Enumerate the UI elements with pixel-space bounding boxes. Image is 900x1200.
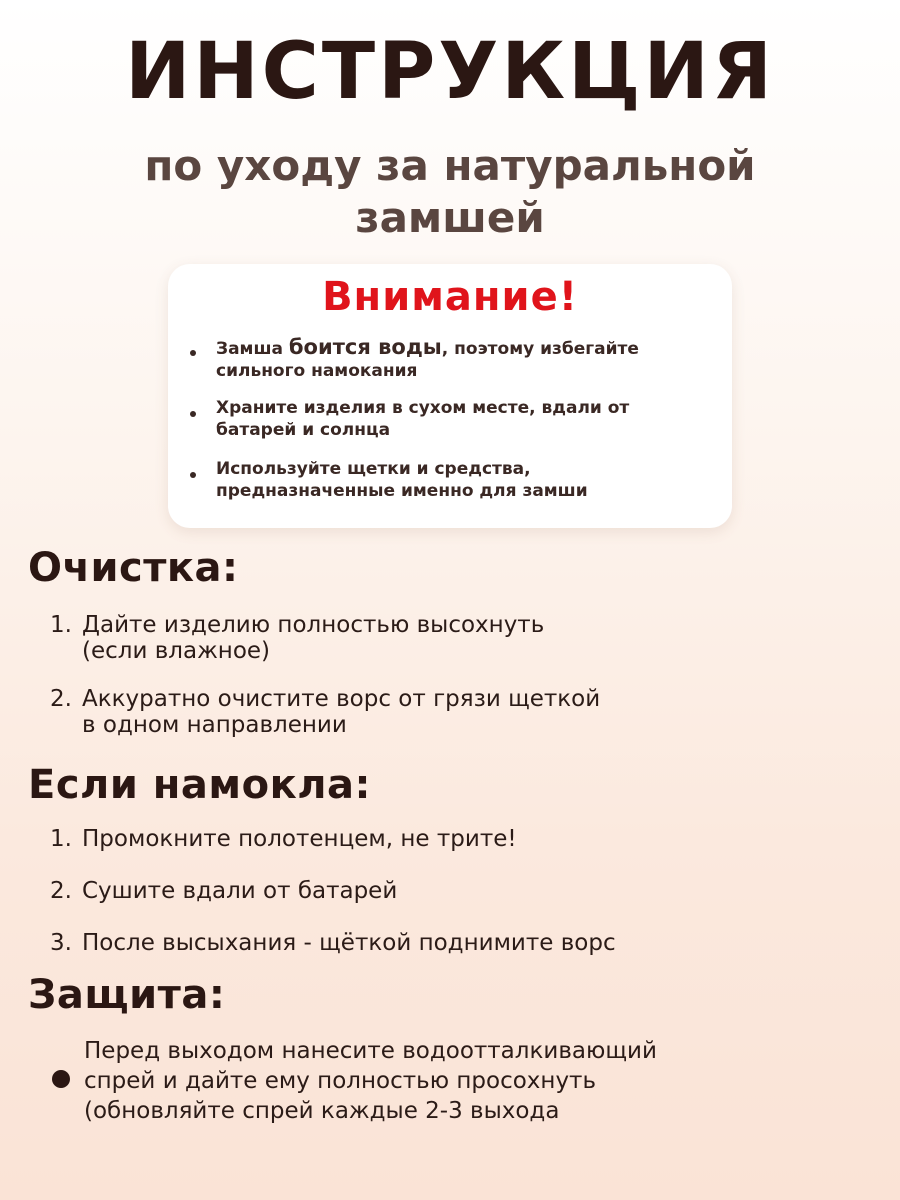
subtitle-line: замшей [355,193,545,242]
attention-item-text: батарей и солнца [216,420,391,440]
bullet-dot-icon [52,1070,70,1088]
cleaning-list [50,612,850,738]
step-number: 2. [50,686,72,712]
wet-step [50,930,850,956]
subtitle-line: по уходу за натуральной [144,141,756,190]
attention-item-text: Замша [216,339,289,359]
cleaning-step [50,686,850,738]
step-text: (если влажное) [82,638,271,664]
protection-text: спрей и дайте ему полностью просохнуть [84,1068,597,1094]
attention-title: Внимание! [322,274,578,320]
step-text: Аккуратно очистите ворс от грязи щеткой [82,686,601,712]
protection-text: Перед выходом нанесите водоотталкивающий [84,1038,657,1064]
attention-item [186,458,706,502]
step-text: Промокните полотенцем, не трите! [82,826,517,852]
bullet-dot-icon [190,411,196,417]
protection-text: (обновляйте спрей каждые 2-3 выхода [84,1098,560,1124]
attention-card [168,264,732,528]
attention-item-text: Используйте щетки и средства, [216,459,531,479]
attention-item-text: , поэтому избегайте [441,339,639,359]
attention-list [186,336,706,519]
page-subtitle [0,140,900,244]
step-number: 1. [50,826,72,852]
attention-item [186,336,706,380]
bullet-dot-icon [190,350,196,356]
attention-item-emphasis: боится воды [288,335,442,359]
cleaning-step [50,612,850,664]
wet-step [50,826,850,852]
attention-item-text: Храните изделия в сухом месте, вдали от [216,398,630,418]
step-text: в одном направлении [82,712,347,738]
protection-item [50,1036,864,1126]
protection-heading: Защита: [28,972,226,1018]
cleaning-heading: Очистка: [28,545,239,591]
step-number: 1. [50,612,72,638]
step-number: 2. [50,878,72,904]
attention-item-text: сильного намокания [216,361,418,381]
step-text: Сушите вдали от батарей [82,878,398,904]
step-text: Дайте изделию полностью высохнуть [82,612,545,638]
step-text: После высыхания - щёткой поднимите ворс [82,930,616,956]
attention-item-text: предназначенные именно для замши [216,481,588,501]
page-title: ИНСТРУКЦИЯ [125,27,775,117]
attention-item [186,397,706,441]
bullet-dot-icon [190,472,196,478]
wet-step [50,878,850,904]
step-number: 3. [50,930,72,956]
wet-list [50,826,850,956]
wet-heading: Если намокла: [28,762,372,808]
